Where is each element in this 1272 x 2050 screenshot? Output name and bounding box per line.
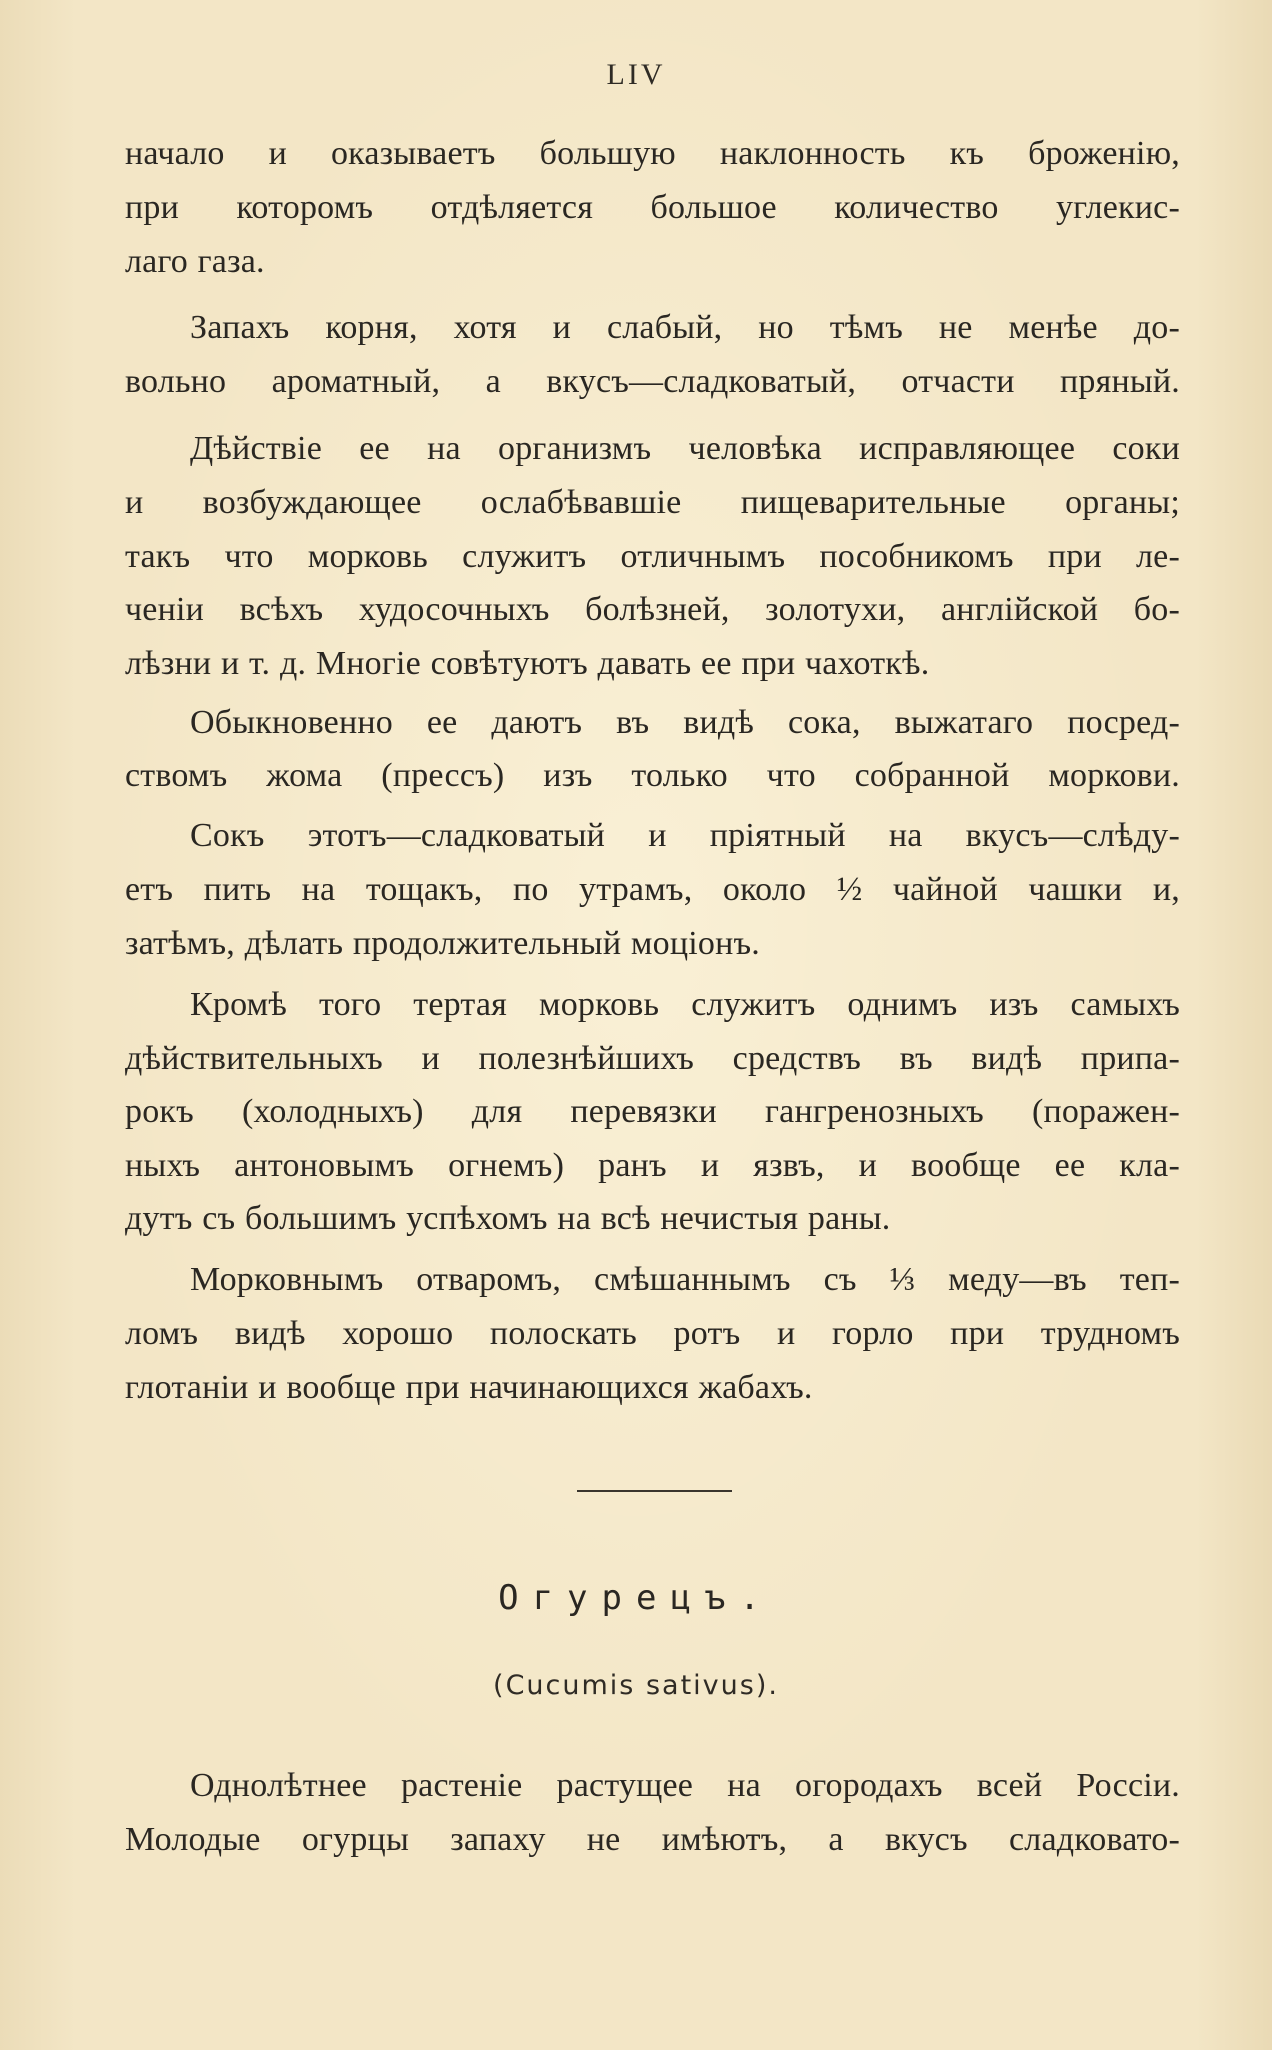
text-line: ломъ видѣ хорошо полоскать ротъ и горло при трудномъ xyxy=(125,1315,1180,1352)
text-line: глотаніи и вообще при начинающихся жабахъ. xyxy=(125,1369,813,1406)
text-line: дутъ съ большимъ успѣхомъ на всѣ нечистыя раны. xyxy=(125,1200,891,1237)
text-line: начало и оказываетъ большую наклонность къ броженію, xyxy=(125,135,1180,172)
text-line: дѣйствительныхъ и полезнѣйшихъ средствъ въ видѣ припа- xyxy=(125,1040,1180,1077)
text-line: затѣмъ, дѣлать продолжительный моціонъ. xyxy=(125,925,760,962)
text-line: и возбуждающее ослабѣвавшіе пищеварительные органы; xyxy=(125,484,1180,521)
page-number: LIV xyxy=(606,58,666,91)
text-line: ныхъ антоновымъ огнемъ) ранъ и язвъ, и вообще ее кла- xyxy=(125,1147,1180,1184)
text-line: рокъ (холодныхъ) для перевязки гангренозныхъ (поражен- xyxy=(125,1093,1180,1130)
text-line: Обыкновенно ее даютъ въ видѣ сока, выжатаго посред- xyxy=(190,704,1180,741)
text-line: Однолѣтнее растеніе растущее на огородахъ всей Россіи. xyxy=(190,1767,1180,1804)
text-line: Морковнымъ отваромъ, смѣшаннымъ съ ⅓ меду—въ теп- xyxy=(190,1261,1180,1298)
text-line: етъ пить на тощакъ, по утрамъ, около ½ чайной чашки и, xyxy=(125,871,1180,908)
text-line: такъ что морковь служитъ отличнымъ пособникомъ при ле- xyxy=(125,538,1180,575)
text-line: при которомъ отдѣляется большое количество углекис- xyxy=(125,189,1180,226)
section-latin-name: (Cucumis sativus). xyxy=(493,1670,779,1701)
text-line: лаго газа. xyxy=(125,243,265,280)
text-line: Дѣйствіе ее на организмъ человѣка исправляющее соки xyxy=(190,430,1180,467)
text-line: Запахъ корня, хотя и слабый, но тѣмъ не менѣе до- xyxy=(190,309,1180,346)
text-line: Молодые огурцы запаху не имѣютъ, а вкусъ сладковато- xyxy=(125,1821,1180,1858)
text-line: лѣзни и т. д. Многіе совѣтуютъ давать ее при чахоткѣ. xyxy=(125,645,930,682)
section-divider xyxy=(577,1490,732,1492)
text-line: ствомъ жома (прессъ) изъ только что собранной моркови. xyxy=(125,757,1180,794)
text-line: Сокъ этотъ—сладковатый и пріятный на вкусъ—слѣду- xyxy=(190,817,1180,854)
section-title: Огурецъ. xyxy=(498,1578,774,1618)
text-line: Кромѣ того тертая морковь служитъ однимъ изъ самыхъ xyxy=(190,986,1180,1023)
text-line: вольно ароматный, а вкусъ—сладковатый, отчасти пряный. xyxy=(125,363,1180,400)
text-line: ченіи всѣхъ худосочныхъ болѣзней, золотухи, англійской бо- xyxy=(125,591,1180,628)
